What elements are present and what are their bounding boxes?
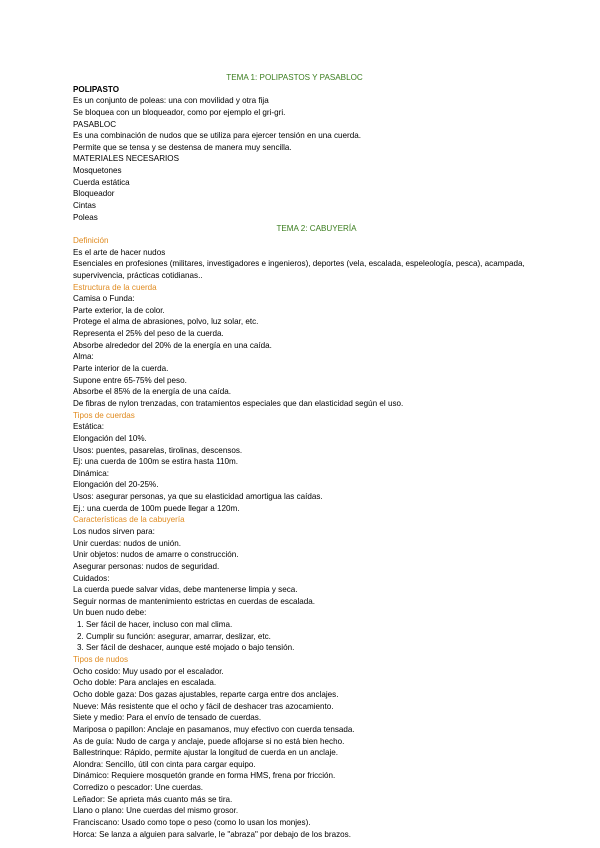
pasabloc-heading: PASABLOC	[73, 119, 117, 129]
nudo-item: Ocho doble: Para anclajes en escalada.	[73, 678, 217, 688]
numbered-list-item: 1. Ser fácil de hacer, incluso con mal clima.	[77, 620, 233, 630]
text-line: Parte exterior, la de color.	[73, 305, 165, 315]
numbered-list-item: 3. Ser fácil de deshacer, aunque esté mojado o bajo tensión.	[77, 643, 295, 653]
nudo-item: Ocho doble gaza: Dos gazas ajustables, reparte carga entre dos anclajes.	[73, 689, 339, 699]
materiales-heading: MATERIALES NECESARIOS	[73, 154, 179, 164]
nudo-item: Corredizo o pescador: Une cuerdas.	[73, 783, 204, 793]
tipos-cuerdas-heading: Tipos de cuerdas	[73, 410, 135, 420]
text-line: Elongación del 10%.	[73, 433, 147, 443]
text-line: Usos: asegurar personas, ya que su elasticidad amortigua las caídas.	[73, 492, 323, 502]
text-line: Parte interior de la cuerda.	[73, 364, 169, 374]
text-line: Se bloquea con un bloqueador, como por ejemplo el gri-gri.	[73, 107, 286, 117]
text-line: Ej: una cuerda de 100m se estira hasta 110m.	[73, 457, 238, 467]
nudo-item: As de guía: Nudo de carga y anclaje, puede aflojarse si no está bien hecho.	[73, 736, 345, 746]
nudo-item: Alondra: Sencillo, útil con cinta para cargar equipo.	[73, 759, 256, 769]
text-line: Seguir normas de mantenimiento estrictas en cuerdas de escalada.	[73, 596, 316, 606]
nudo-item: Ocho cosido: Muy usado por el escalador.	[73, 666, 224, 676]
text-line: Alma:	[73, 352, 94, 362]
caracteristicas-heading: Características de la cabuyería	[73, 515, 185, 525]
text-line: Elongación del 20-25%.	[73, 480, 159, 490]
nudo-item: Siete y medio: Para el envío de tensado de cuerdas.	[73, 713, 262, 723]
text-line: Representa el 25% del peso de la cuerda.	[73, 329, 224, 339]
material-item: Poleas	[73, 212, 98, 222]
text-line: Es un conjunto de poleas: una con movilidad y otra fija	[73, 96, 269, 106]
text-line: Camisa o Funda:	[73, 294, 135, 304]
text-line: Cuidados:	[73, 573, 110, 583]
text-line: Protege el alma de abrasiones, polvo, luz solar, etc.	[73, 317, 259, 327]
text-line: Dinámica:	[73, 468, 109, 478]
text-line: Supone entre 65-75% del peso.	[73, 375, 187, 385]
material-item: Cuerda estática	[73, 177, 130, 187]
text-line: Es el arte de hacer nudos	[73, 247, 166, 257]
text-line: Permite que se tensa y se destensa de manera muy sencilla.	[73, 142, 292, 152]
material-item: Cintas	[73, 201, 96, 211]
text-line: Unir objetos: nudos de amarre o construcción.	[73, 550, 239, 560]
text-line: supervivencia, prácticas cotidianas..	[73, 270, 203, 280]
numbered-list-item: 2. Cumplir su función: asegurar, amarrar, deslizar, etc.	[77, 631, 271, 641]
text-line: Es una combinación de nudos que se utiliza para ejercer tensión en una cuerda.	[73, 131, 361, 141]
nudo-item: Horca: Se lanza a alguien para salvarle, le "abraza" por debajo de los brazos.	[73, 829, 351, 839]
definicion-heading: Definición	[73, 235, 109, 245]
text-line: De fibras de nylon trenzadas, con tratamientos especiales que dan elasticidad según el uso.	[73, 398, 404, 408]
nudo-item: Mariposa o papillon: Anclaje en pasamanos, muy efectivo con cuerda tensada.	[73, 724, 355, 734]
material-item: Bloqueador	[73, 189, 115, 199]
text-line: Estática:	[73, 422, 105, 432]
text-line: Absorbe alrededor del 20% de la energía en una caída.	[73, 340, 272, 350]
estructura-heading: Estructura de la cuerda	[73, 282, 157, 292]
tema2-title: TEMA 2: CABUYERÍA	[276, 224, 357, 234]
tema1-title: TEMA 1: POLIPASTOS Y PASABLOC	[226, 73, 363, 82]
nudo-item: Ballestrinque: Rápido, permite ajustar la longitud de cuerda en un anclaje.	[73, 748, 339, 758]
text-line: Absorbe el 85% de la energía de una caída.	[73, 387, 231, 397]
polipasto-heading: POLIPASTO	[73, 84, 120, 94]
text-line: Esenciales en profesiones (militares, investigadores e ingenieros), deportes (vela, escalada, espeleología, pesca), acampada,	[73, 259, 525, 269]
text-line: Usos: puentes, pasarelas, tirolinas, descensos.	[73, 445, 243, 455]
material-item: Mosquetones	[73, 166, 122, 176]
text-line: La cuerda puede salvar vidas, debe mantenerse limpia y seca.	[73, 585, 298, 595]
tipos-nudos-heading: Tipos de nudos	[73, 655, 129, 665]
text-line: Los nudos sirven para:	[73, 526, 155, 536]
nudo-item: Llano o plano: Une cuerdas del mismo grosor.	[73, 806, 239, 816]
nudo-item: Nueve: Más resistente que el ocho y fácil de deshacer tras azocamiento.	[73, 701, 334, 711]
nudo-item: Franciscano: Usado como tope o peso (como lo usan los monjes).	[73, 818, 311, 827]
nudo-item: Dinámico: Requiere mosquetón grande en forma HMS, frena por fricción.	[73, 771, 336, 781]
text-line: Ej.: una cuerda de 100m puede llegar a 120m.	[73, 503, 240, 513]
nudo-item: Leñador: Se aprieta más cuanto más se tira.	[73, 794, 233, 804]
text-line: Unir cuerdas: nudos de unión.	[73, 538, 181, 548]
text-line: Asegurar personas: nudos de seguridad.	[73, 561, 220, 571]
text-line: Un buen nudo debe:	[73, 608, 147, 618]
